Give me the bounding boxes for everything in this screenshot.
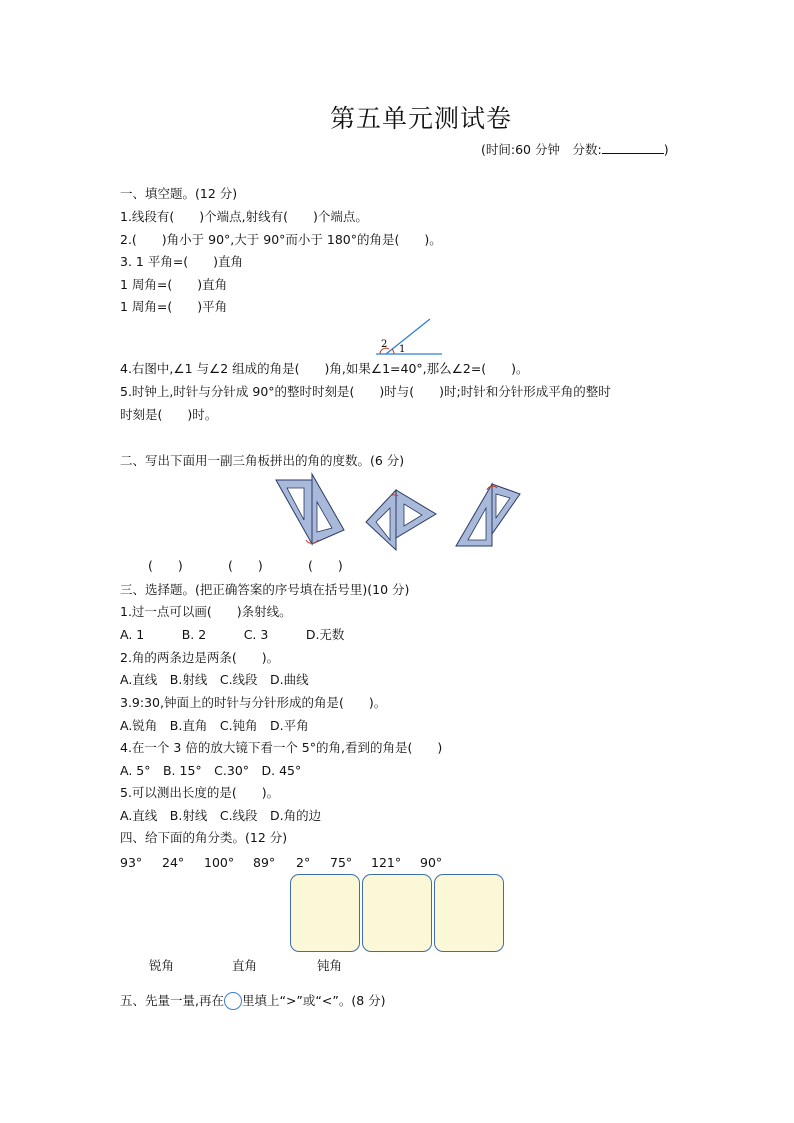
- s2-answer-1[interactable]: ( ): [148, 558, 183, 573]
- s3-question-1: 1.过一点可以画( )条射线。: [120, 604, 292, 619]
- s2-answer-3[interactable]: ( ): [308, 558, 343, 573]
- s3-question-2: 2.角的两条边是两条( )。: [120, 650, 280, 665]
- s3-question-4-options: A. 5° B. 15° C.30° D. 45°: [120, 763, 302, 778]
- angle-figure: [372, 316, 446, 358]
- section5-heading: [120, 992, 386, 1010]
- time-score-line: [481, 141, 669, 158]
- angle-value: 121°: [371, 855, 402, 870]
- obtuse-angle-box[interactable]: [434, 874, 504, 952]
- category-label-obtuse: 钝角: [317, 958, 343, 973]
- angle-value: 100°: [204, 855, 235, 870]
- time-close: ): [663, 142, 669, 157]
- section4-heading: 四、给下面的角分类。(12 分): [120, 830, 288, 845]
- angle1-arc: [392, 349, 394, 354]
- s1-question-5a: 5.时钟上,时针与分针成 90°的整时时刻是( )时与( )时;时针和分针形成平角的整时: [120, 384, 611, 399]
- s1-question-4: 4.右图中,∠1 与∠2 组成的角是( )角,如果∠1=40°,那么∠2=( )。: [120, 361, 529, 376]
- angle-value: 89°: [253, 855, 276, 870]
- s5-heading-pre: 五、先量一量,再在: [120, 993, 224, 1008]
- s3-question-3: 3.9:30,钟面上的时针与分针形成的角是( )。: [120, 695, 387, 710]
- s1-question-3a: 3. 1 平角=( )直角: [120, 254, 244, 269]
- triangle-set-1: [272, 470, 348, 550]
- section1-heading: 一、填空题。(12 分): [120, 186, 238, 201]
- s3-question-2-options: A.直线 B.射线 C.线段 D.曲线: [120, 672, 309, 687]
- right-angle-box[interactable]: [362, 874, 432, 952]
- acute-angle-box[interactable]: [290, 874, 360, 952]
- triangle-set-2: [362, 470, 442, 554]
- time-label: (时间:60 分钟 分数:: [481, 142, 602, 157]
- angle-value: 2°: [296, 855, 311, 870]
- angle-ray: [386, 319, 430, 354]
- angle-value: 75°: [330, 855, 353, 870]
- angle-value: 90°: [420, 855, 443, 870]
- triangle-set-3: [452, 478, 524, 550]
- section2-heading: 二、写出下面用一副三角板拼出的角的度数。(6 分): [120, 453, 405, 468]
- category-label-acute: 锐角: [149, 958, 175, 973]
- circle-icon: [224, 992, 242, 1010]
- s3-question-5: 5.可以测出长度的是( )。: [120, 785, 280, 800]
- category-label-right: 直角: [232, 958, 258, 973]
- section3-heading: 三、选择题。(把正确答案的序号填在括号里)(10 分): [120, 582, 410, 597]
- s3-question-3-options: A.锐角 B.直角 C.钝角 D.平角: [120, 718, 309, 733]
- s5-heading-post: 里填上“>”或“<”。(8 分): [241, 993, 386, 1008]
- angle2-label: 2: [381, 339, 388, 350]
- score-blank[interactable]: [602, 141, 664, 154]
- s1-question-2: 2.( )角小于 90°,大于 90°而小于 180°的角是( )。: [120, 232, 442, 247]
- page-title: 第五单元测试卷: [330, 104, 513, 133]
- s1-question-3b: 1 周角=( )直角: [120, 277, 228, 292]
- s2-answer-2[interactable]: ( ): [228, 558, 263, 573]
- s1-question-5b: 时刻是( )时。: [120, 407, 218, 422]
- s1-question-3c: 1 周角=( )平角: [120, 299, 228, 314]
- angle1-label: 1: [399, 344, 406, 355]
- s3-question-5-options: A.直线 B.射线 C.线段 D.角的边: [120, 808, 322, 823]
- angle-value: 24°: [162, 855, 185, 870]
- s3-question-4: 4.在一个 3 倍的放大镜下看一个 5°的角,看到的角是( ): [120, 740, 443, 755]
- s1-question-1: 1.线段有( )个端点,射线有( )个端点。: [120, 209, 368, 224]
- angle-value: 93°: [120, 855, 143, 870]
- s3-question-1-options: A. 1 B. 2 C. 3 D.无数: [120, 627, 345, 642]
